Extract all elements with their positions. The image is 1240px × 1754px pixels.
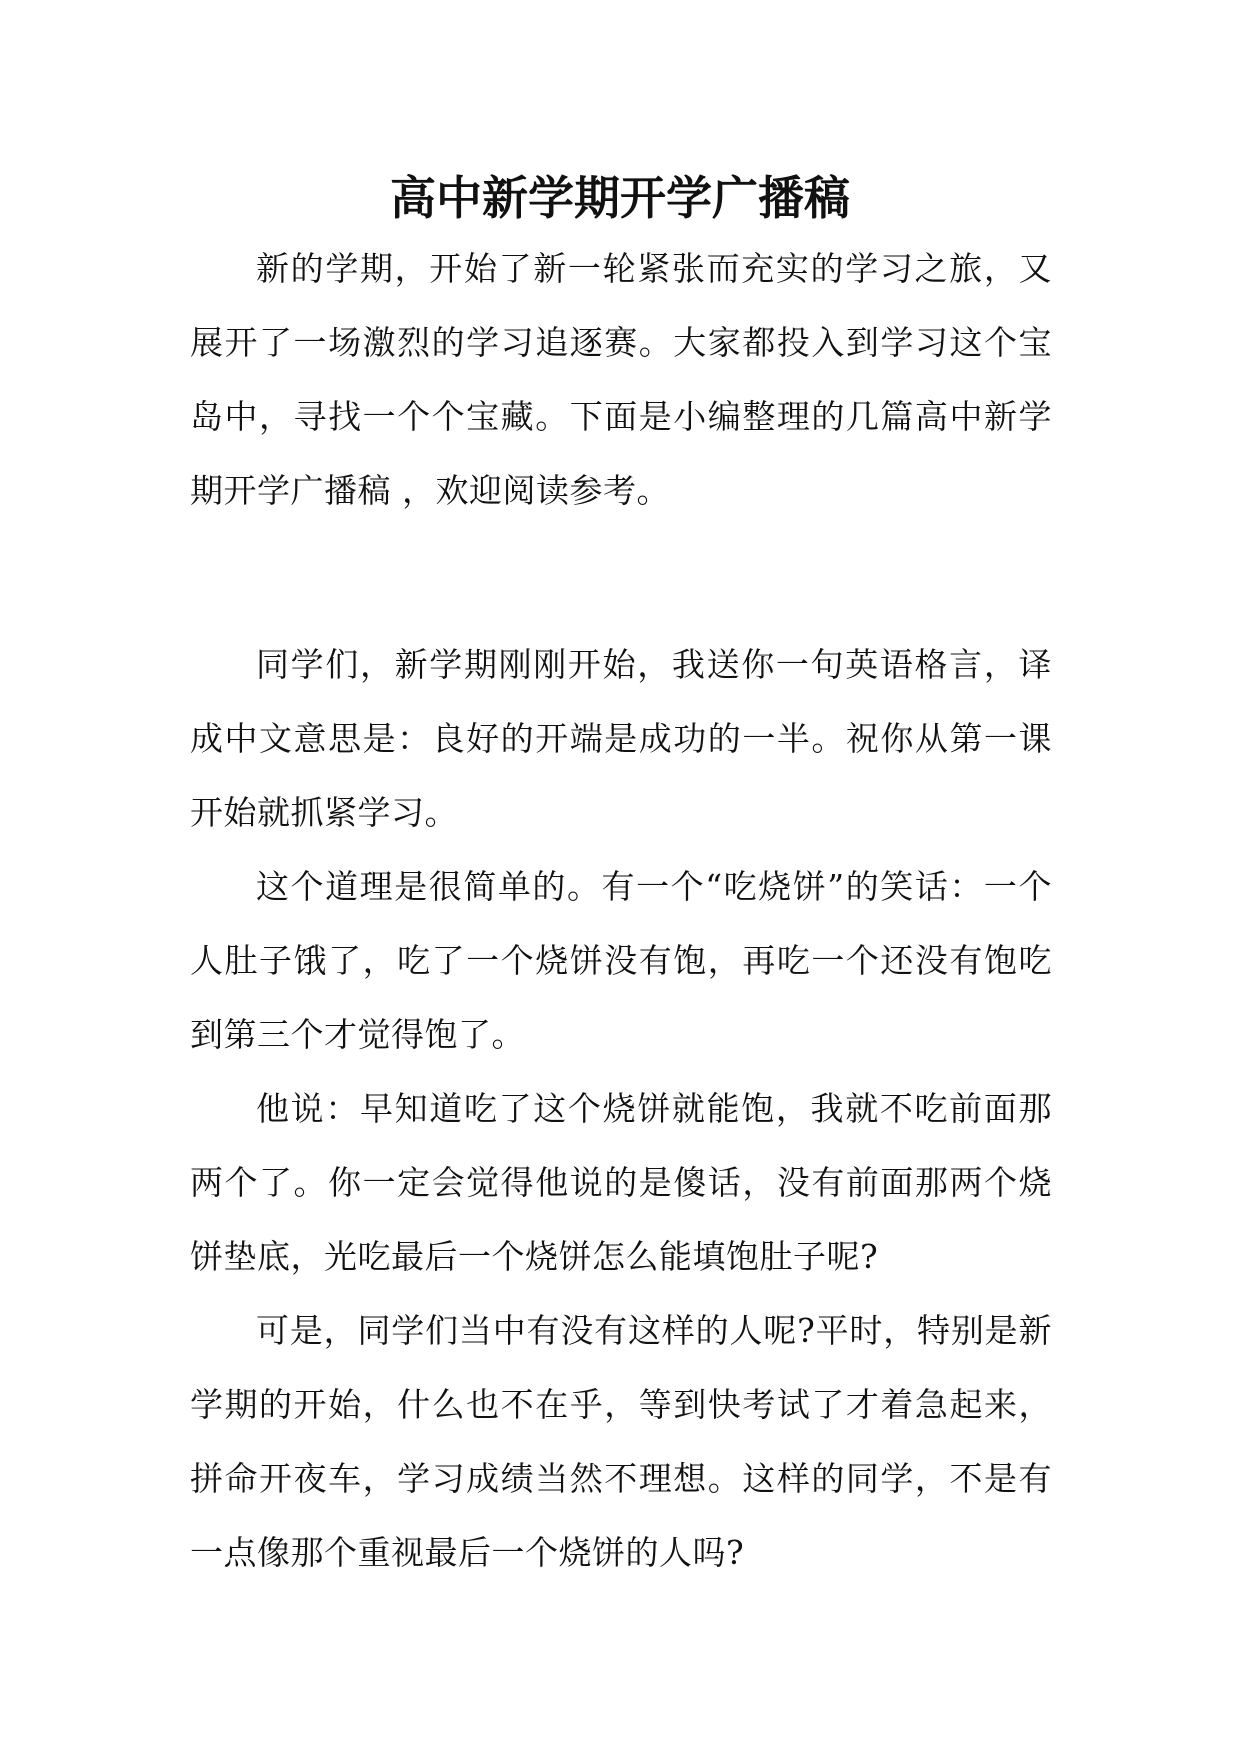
document-title: 高中新学期开学广播稿 [390,171,850,225]
paragraph-pancake-story: 这个道理是很简单的。有一个“吃烧饼”的笑话：一个人肚子饿了，吃了一个烧饼没有饱，再吃一个还没有饱吃到第三个才觉得饱了。 [190,867,1052,1054]
paragraph-motto: 同学们，新学期刚刚开始，我送你一句英语格言，译成中文意思是：良好的开端是成功的一半。祝你从第一课开始就抓紧学习。 [190,645,1052,832]
paragraph-pancake-quote: 他说：早知道吃了这个烧饼就能饱，我就不吃前面那两个了。你一定会觉得他说的是傻话，没有前面那两个烧饼垫底，光吃最后一个烧饼怎么能填饱肚子呢? [190,1089,1052,1276]
intro-paragraph: 新的学期，开始了新一轮紧张而充实的学习之旅，又展开了一场激烈的学习追逐赛。大家都投入到学习这个宝岛中，寻找一个个宝藏。下面是小编整理的几篇高中新学期开学广播稿 ，欢迎阅读参考。 [190,249,1052,510]
paragraph-conclusion: 可是，同学们当中有没有这样的人呢?平时，特别是新学期的开始，什么也不在乎，等到快考试了才着急起来，拼命开夜车，学习成绩当然不理想。这样的同学，不是有一点像那个重视最后一个烧饼的人吗? [190,1311,1052,1572]
